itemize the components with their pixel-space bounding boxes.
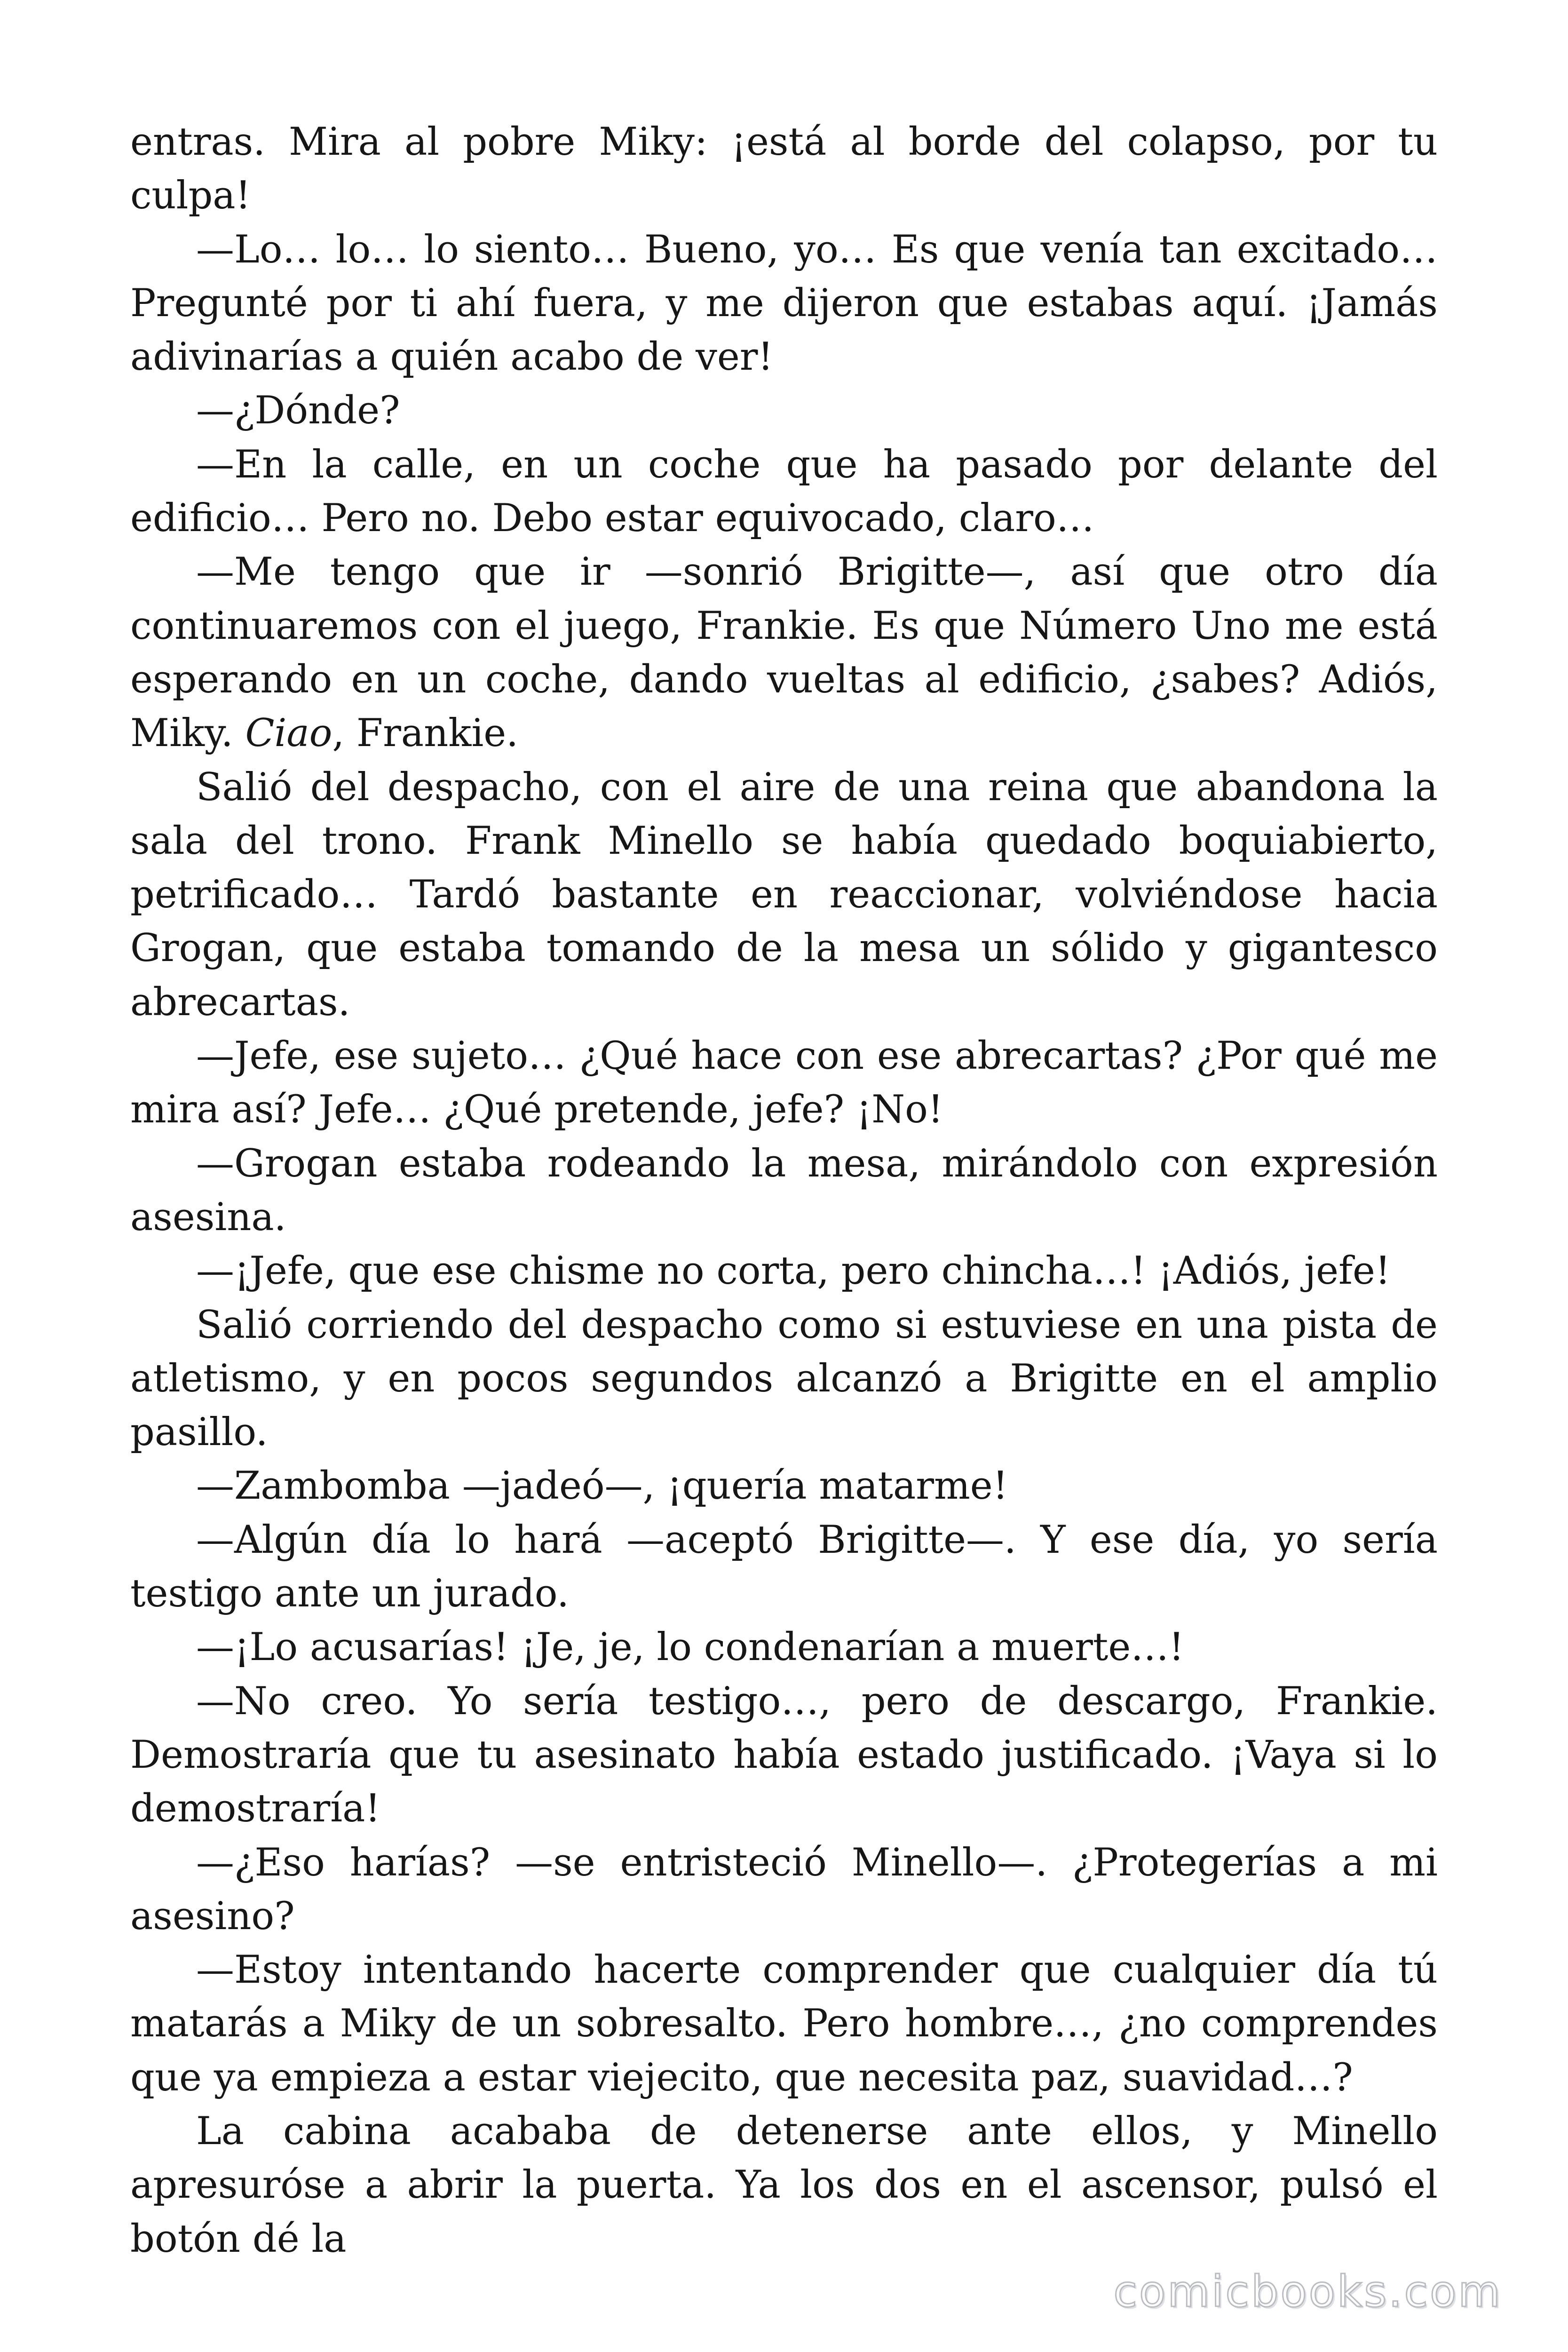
paragraph: —No creo. Yo sería testigo…, pero de descargo, Frankie. Demostraría que tu asesinato había estado justificado. ¡Vaya si lo demostraría! bbox=[130, 1679, 1438, 1831]
paragraph: —Lo… lo… lo siento… Bueno, yo… Es que venía tan excitado… Pregunté por ti ahí fuera, y me dijeron que estabas aquí. ¡Jamás adivinarías a quién acabo de ver! bbox=[130, 227, 1438, 380]
paragraph: —Zambomba —jadeó—, ¡quería matarme! bbox=[196, 1464, 1008, 1509]
paragraph: —Jefe, ese sujeto… ¿Qué hace con ese abrecartas? ¿Por qué me mira así? Jefe… ¿Qué pretende, jefe? ¡No! bbox=[130, 1034, 1438, 1132]
paragraph: Salió corriendo del despacho como si estuviese en una pista de atletismo, y en pocos segundos alcanzó a Brigitte en el amplio pasillo. bbox=[130, 1303, 1438, 1455]
paragraph: La cabina acababa de detenerse ante ellos, y Minello apresuróse a abrir la puerta. Ya los dos en el ascensor, pulsó el botón dé la bbox=[130, 2109, 1438, 2261]
paragraph: —¡Lo acusarías! ¡Je, je, lo condenarían a muerte…! bbox=[196, 1625, 1184, 1670]
paragraph: —Grogan estaba rodeando la mesa, mirándolo con expresión asesina. bbox=[130, 1141, 1438, 1240]
watermark: comicbooks.com bbox=[1113, 2266, 1502, 2317]
paragraph: entras. Mira al pobre Miky: ¡está al borde del colapso, por tu culpa! bbox=[130, 120, 1438, 218]
paragraph: —En la calle, en un coche que ha pasado por delante del edificio… Pero no. Debo estar equivocado, claro… bbox=[130, 442, 1438, 541]
paragraph: —¿Dónde? bbox=[196, 389, 400, 433]
paragraph: —Me tengo que ir —sonrió Brigitte—, así que otro día continuaremos con el juego, Frankie. Es que Número Uno me está esperando en un coche, dando vueltas al edificio, ¿sabes? Adiós, Miky. Ciao, Frankie. bbox=[130, 550, 1438, 756]
paragraph: —¿Eso harías? —se entristeció Minello—. ¿Protegerías a mi asesino? bbox=[130, 1840, 1438, 1939]
paragraph: Salió del despacho, con el aire de una reina que abandona la sala del trono. Frank Minello se había quedado boquiabierto, petrificado… Tardó bastante en reaccionar, volviéndose hacia Grogan, que estaba tomando de la mesa un sólido y gigantesco abrecartas. bbox=[130, 765, 1438, 1025]
italic-word: Ciao bbox=[245, 711, 333, 756]
paragraph: —Algún día lo hará —aceptó Brigitte—. Y ese día, yo sería testigo ante un jurado. bbox=[130, 1518, 1438, 1616]
page-body bbox=[130, 115, 1438, 2266]
paragraph: —Estoy intentando hacerte comprender que cualquier día tú matarás a Miky de un sobresalto. Pero hombre…, ¿no comprendes que ya empieza a estar viejecito, que necesita paz, suavidad…? bbox=[130, 1948, 1438, 2100]
paragraph: —¡Jefe, que ese chisme no corta, pero chincha…! ¡Adiós, jefe! bbox=[196, 1249, 1391, 1294]
